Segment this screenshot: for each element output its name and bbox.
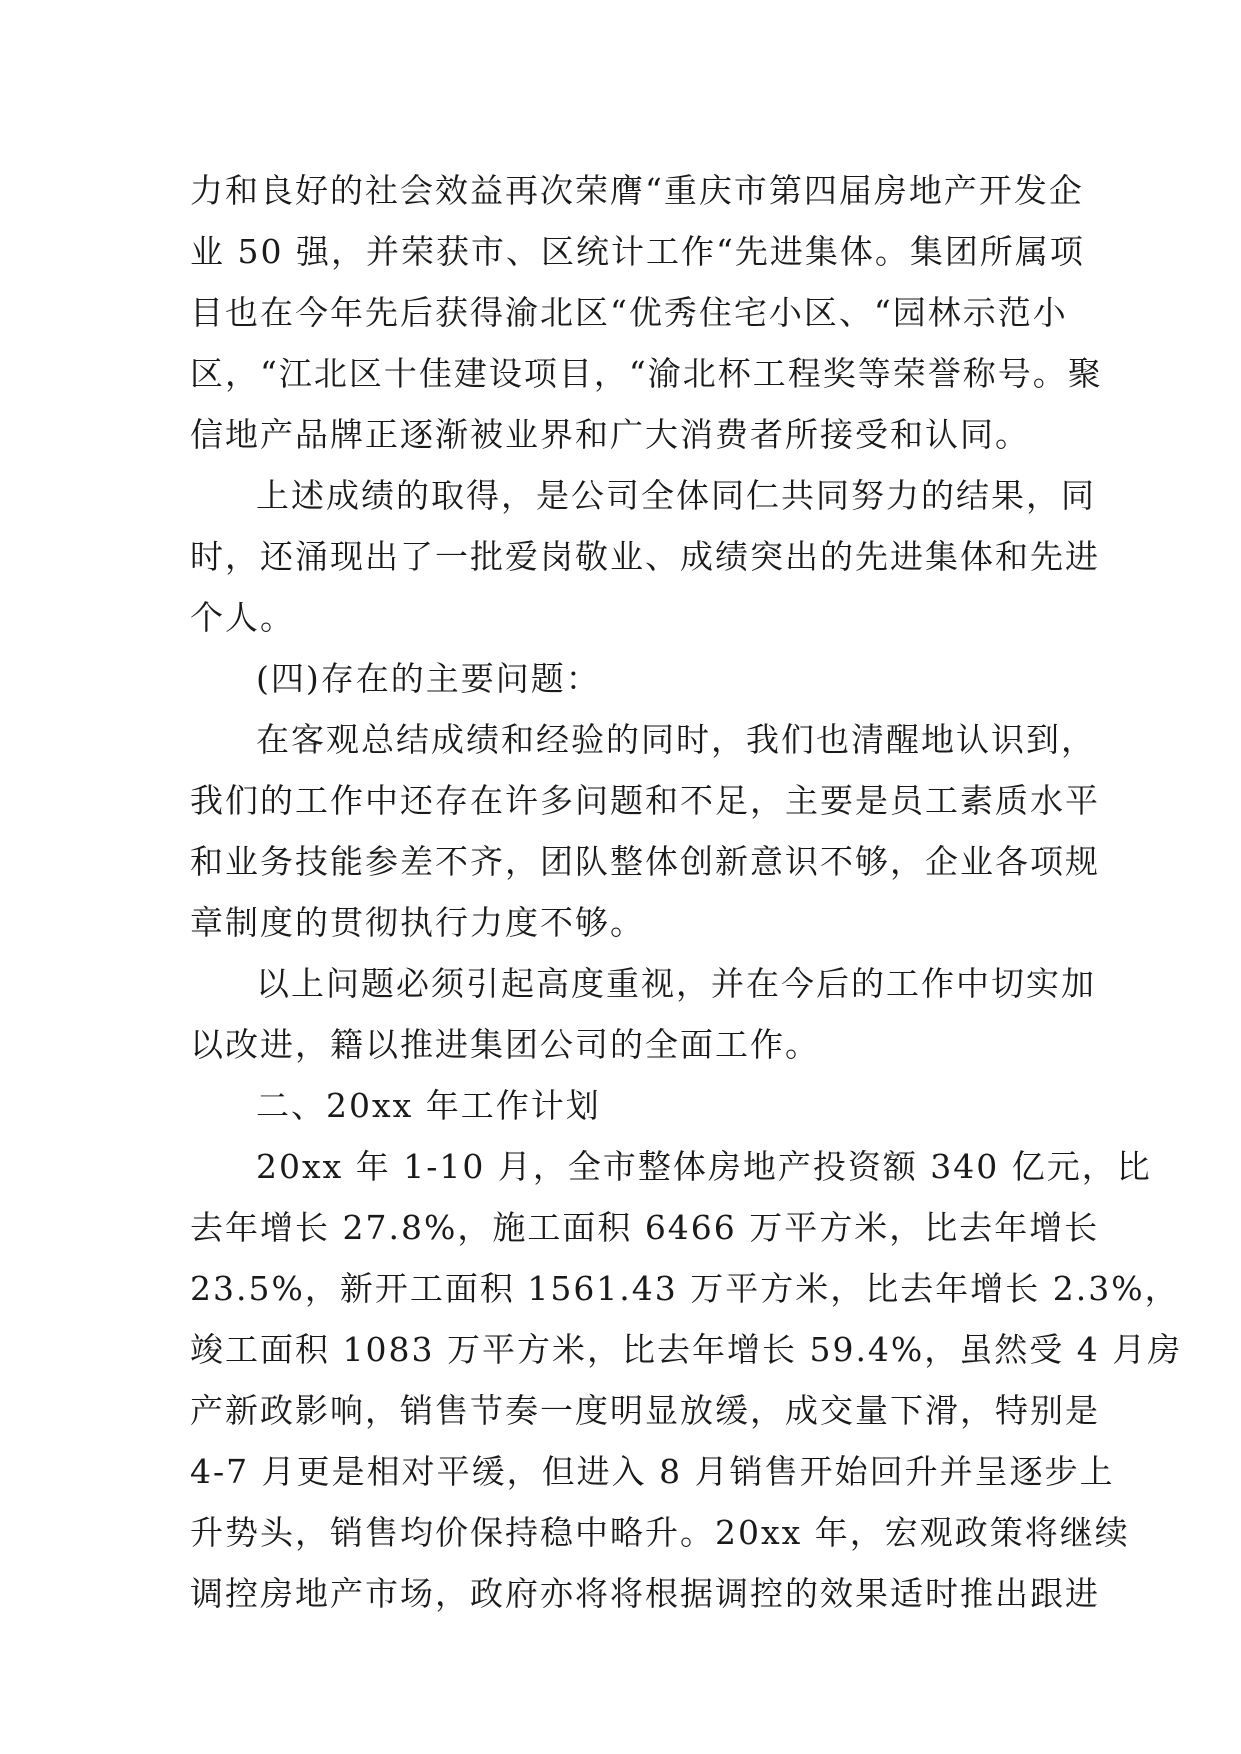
text-line: 4-7 月更是相对平缓，但进入 8 月销售开始回升并呈逐步上: [190, 1452, 1115, 1491]
text-line: 以改进，籍以推进集团公司的全面工作。: [190, 1025, 820, 1064]
text-line: 23.5%，新开工面积 1561.43 万平方米，比去年增长 2.3%，: [190, 1269, 1180, 1308]
text-line: 时，还涌现出了一批爱岗敬业、成绩突出的先进集体和先进: [190, 537, 1100, 576]
text-line: 产新政影响，销售节奏一度明显放缓，成交量下滑，特别是: [190, 1391, 1100, 1430]
section-heading: (四)存在的主要问题：: [256, 659, 601, 698]
text-line: 业 50 强，并荣获市、区统计工作“先进集体。集团所属项: [190, 232, 1085, 271]
section-heading: 二、20xx 年工作计划: [256, 1086, 601, 1125]
text-line: 我们的工作中还存在许多问题和不足，主要是员工素质水平: [190, 781, 1100, 820]
text-line: 竣工面积 1083 万平方米，比去年增长 59.4%，虽然受 4 月房: [190, 1330, 1183, 1369]
text-line: 调控房地产市场，政府亦将将根据调控的效果适时推出跟进: [190, 1574, 1100, 1613]
text-line: 以上问题必须引起高度重视，并在今后的工作中切实加: [256, 964, 1096, 1003]
text-line: 个人。: [190, 598, 295, 637]
text-line: 在客观总结成绩和经验的同时，我们也清醒地认识到，: [256, 720, 1096, 759]
text-line: 和业务技能参差不齐，团队整体创新意识不够，企业各项规: [190, 842, 1100, 881]
text-line: 20xx 年 1-10 月，全市整体房地产投资额 340 亿元，比: [256, 1147, 1152, 1186]
document-body: [190, 160, 1183, 1624]
text-line: 去年增长 27.8%，施工面积 6466 万平方米，比去年增长: [190, 1208, 1100, 1247]
text-line: 章制度的贯彻执行力度不够。: [190, 903, 645, 942]
text-line: 信地产品牌正逐渐被业界和广大消费者所接受和认同。: [190, 415, 1030, 454]
text-line: 目也在今年先后获得渝北区“优秀住宅小区、“园林示范小: [190, 293, 1068, 332]
text-line: 力和良好的社会效益再次荣膺“重庆市第四届房地产开发企: [190, 171, 1084, 210]
text-line: 区，“江北区十佳建设项目，“渝北杯工程奖等荣誉称号。聚: [190, 354, 1103, 393]
text-line: 上述成绩的取得，是公司全体同仁共同努力的结果，同: [256, 476, 1096, 515]
text-line: 升势头，销售均价保持稳中略升。20xx 年，宏观政策将继续: [190, 1513, 1130, 1552]
